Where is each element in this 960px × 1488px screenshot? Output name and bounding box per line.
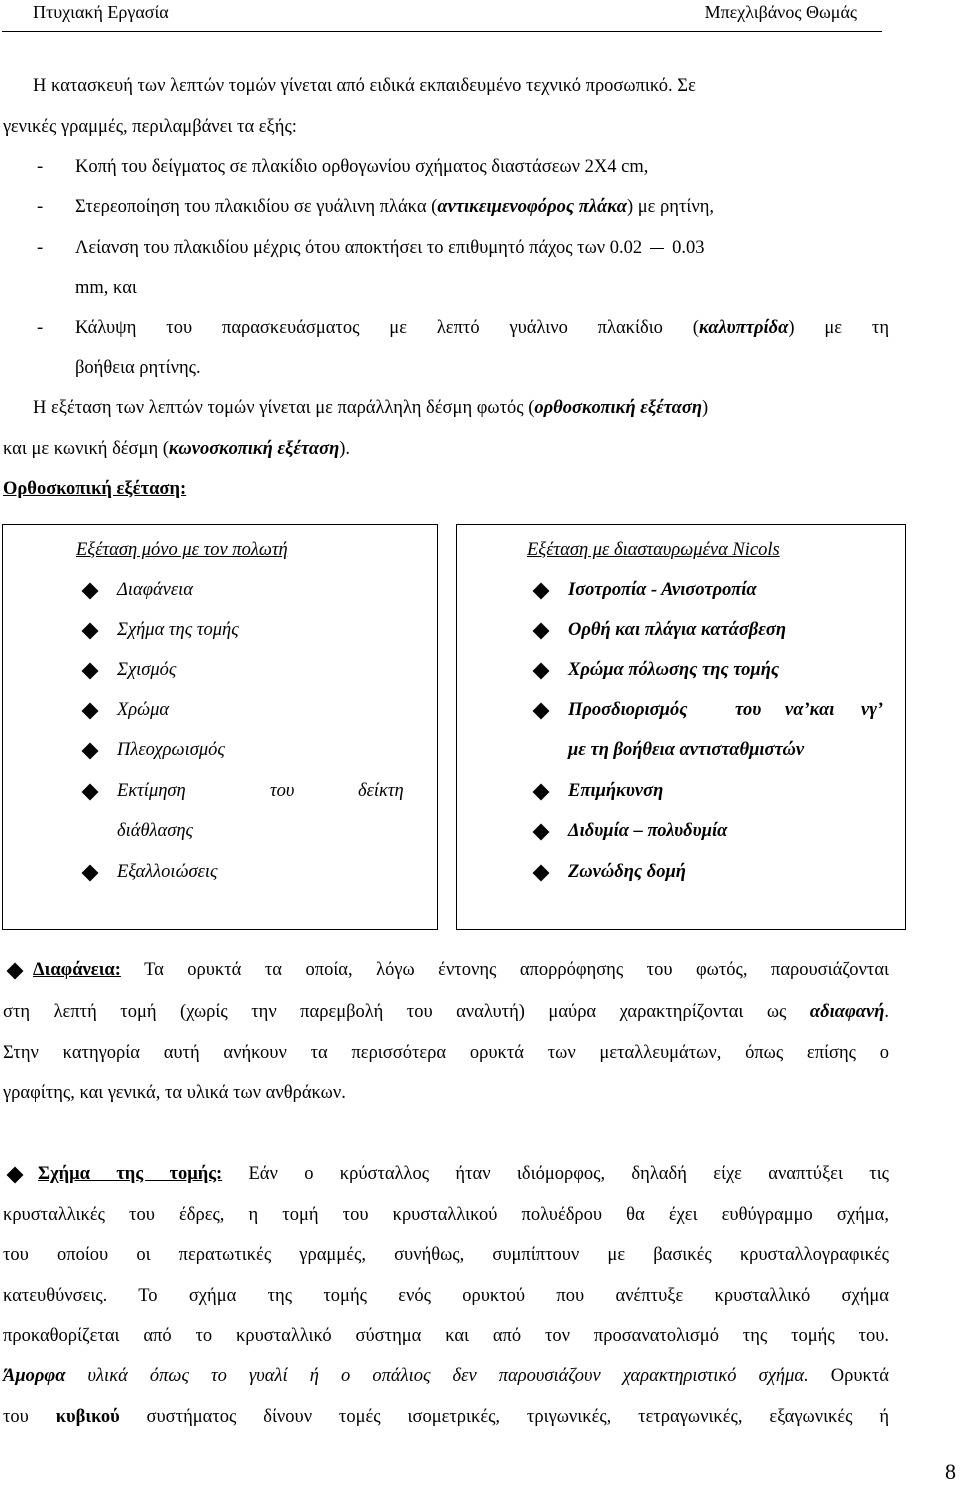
step-cover: Κάλυψη του παρασκευάσματος με λεπτό γυάλινο πλακίδιο (καλυπτρίδα) με τη — [75, 318, 889, 338]
page-number: 8 — [945, 1459, 956, 1484]
box2-item: να’και — [785, 700, 835, 720]
box1-item: Εξαλλοιώσεις — [117, 862, 218, 882]
box2-item: με τη βοήθεια αντισταθμιστών — [568, 740, 805, 760]
list-dash: - — [37, 318, 44, 338]
polarizer-box-title: Εξέταση μόνο με τον πολωτή — [76, 540, 288, 560]
shape-line-2: κρυσταλλικές του έδρες, η τομή του κρυσταλλικού πολυέδρου θα έχει ευθύγραμμο σχήμα, — [3, 1205, 889, 1225]
intro-line-1: Η κατασκευή των λεπτών τομών γίνεται από ειδικά εκπαιδευμένο τεχνικό προσωπικό. Σε — [33, 76, 696, 96]
box2-item: Χρώμα πόλωσης της τομής — [568, 660, 780, 680]
box1-item: δείκτη — [358, 781, 404, 801]
exam-line-1: Η εξέταση των λεπτών τομών γίνεται με παράλληλη δέσμη φωτός (ορθοσκοπική εξέταση) — [33, 398, 709, 418]
box2-item: Ισοτροπία - Ανισοτροπία — [568, 580, 757, 600]
box1-item: του — [270, 781, 295, 801]
diamond-bullet-icon — [7, 963, 24, 980]
shape-line-3: του οποίου οι περατωτικές γραμμές, συνήθως, συμπίπτουν με βασικές κρυσταλλογραφικές — [3, 1245, 889, 1265]
intro-line-2: γενικές γραμμές, περιλαμβάνει τα εξής: — [3, 117, 297, 137]
list-dash: - — [37, 197, 44, 217]
shape-line-6: Άμορφα υλικά όπως το γυαλί ή ο οπάλιος δεν παρουσιάζουν χαρακτηριστικό σχήμα. Ορυκτά — [3, 1366, 889, 1386]
shape-line-1: Σχήμα της τομής: Εάν ο κρύσταλλος ήταν ιδιόμορφος, δηλαδή είχε αναπτύξει τις — [38, 1164, 889, 1184]
box2-item: του — [735, 700, 762, 720]
box1-item: Σχισμός — [117, 660, 177, 680]
box2-item: νγ’ — [861, 700, 884, 720]
box1-item: Σχήμα της τομής — [117, 620, 239, 640]
crossed-nicols-box-title: Εξέταση με διασταυρωμένα Nicols — [527, 540, 780, 560]
step-cover-cont: βοήθεια ρητίνης. — [75, 358, 201, 378]
transparency-line-4: γραφίτης, και γενικά, τα υλικά των ανθράκων. — [3, 1083, 346, 1103]
box2-item: Επιμήκυνση — [568, 781, 664, 801]
diamond-bullet-icon — [7, 1167, 24, 1184]
transparency-line-1: Διαφάνεια: Τα ορυκτά τα οποία, λόγω έντονης απορρόφησης του φωτός, παρουσιάζονται — [33, 960, 889, 980]
list-dash: - — [37, 238, 44, 258]
step-grind-cont: mm, και — [75, 278, 137, 298]
box1-item: Χρώμα — [117, 700, 170, 720]
exam-line-2: και με κωνική δέσμη (κωνοσκοπική εξέταση). — [3, 439, 351, 459]
header-rule — [2, 31, 882, 32]
box1-item: διάθλασης — [117, 821, 194, 841]
shape-line-4: κατευθύνσεις. Το σχήμα της τομής ενός ορυκτού που ανέπτυξε κρυσταλλικό σχήμα — [3, 1286, 889, 1306]
header-right: Μπεχλιβάνος Θωμάς — [704, 2, 857, 22]
section-heading: Ορθοσκοπική εξέταση: — [3, 479, 187, 499]
box1-item: Πλεοχρωισμός — [117, 740, 225, 760]
box2-item: Διδυμία – πολυδυμία — [568, 821, 728, 841]
step-cut: Κοπή του δείγματος σε πλακίδιο ορθογωνίου σχήματος διαστάσεων 2Χ4 cm, — [75, 157, 649, 177]
header-left: Πτυχιακή Εργασία — [33, 2, 169, 22]
box2-item: Προσδιορισμός — [568, 700, 688, 720]
shape-line-7: του κυβικού συστήματος δίνουν τομές ισομετρικές, τριγωνικές, τετραγωνικές, εξαγωνικές ή — [3, 1407, 889, 1427]
box1-item: Εκτίμηση — [117, 781, 186, 801]
step-grind: Λείανση του πλακιδίου μέχρις ότου αποκτήσει το επιθυμητό πάχος των 0.02 0.03 — [75, 238, 705, 258]
step-mount: Στερεοποίηση του πλακιδίου σε γυάλινη πλάκα (αντικειμενοφόρος πλάκα) με ρητίνη, — [75, 197, 715, 217]
box1-item: Διαφάνεια — [117, 580, 194, 600]
transparency-line-3: Στην κατηγορία αυτή ανήκουν τα περισσότερα ορυκτά των μεταλλευμάτων, όπως επίσης ο — [3, 1043, 889, 1063]
box2-item: Ορθή και πλάγια κατάσβεση — [568, 620, 786, 640]
range-dash — [650, 248, 664, 249]
transparency-line-2: στη λεπτή τομή (χωρίς την παρεμβολή του αναλυτή) μαύρα χαρακτηρίζονται ως αδιαφανή. — [3, 1002, 889, 1022]
shape-line-5: προκαθορίζεται από το κρυσταλλικό σύστημα και από τον προσανατολισμό της τομής του. — [3, 1326, 889, 1346]
box2-item: Ζωνώδης δομή — [568, 862, 686, 882]
list-dash: - — [37, 157, 44, 177]
polarizer-box — [2, 524, 438, 930]
